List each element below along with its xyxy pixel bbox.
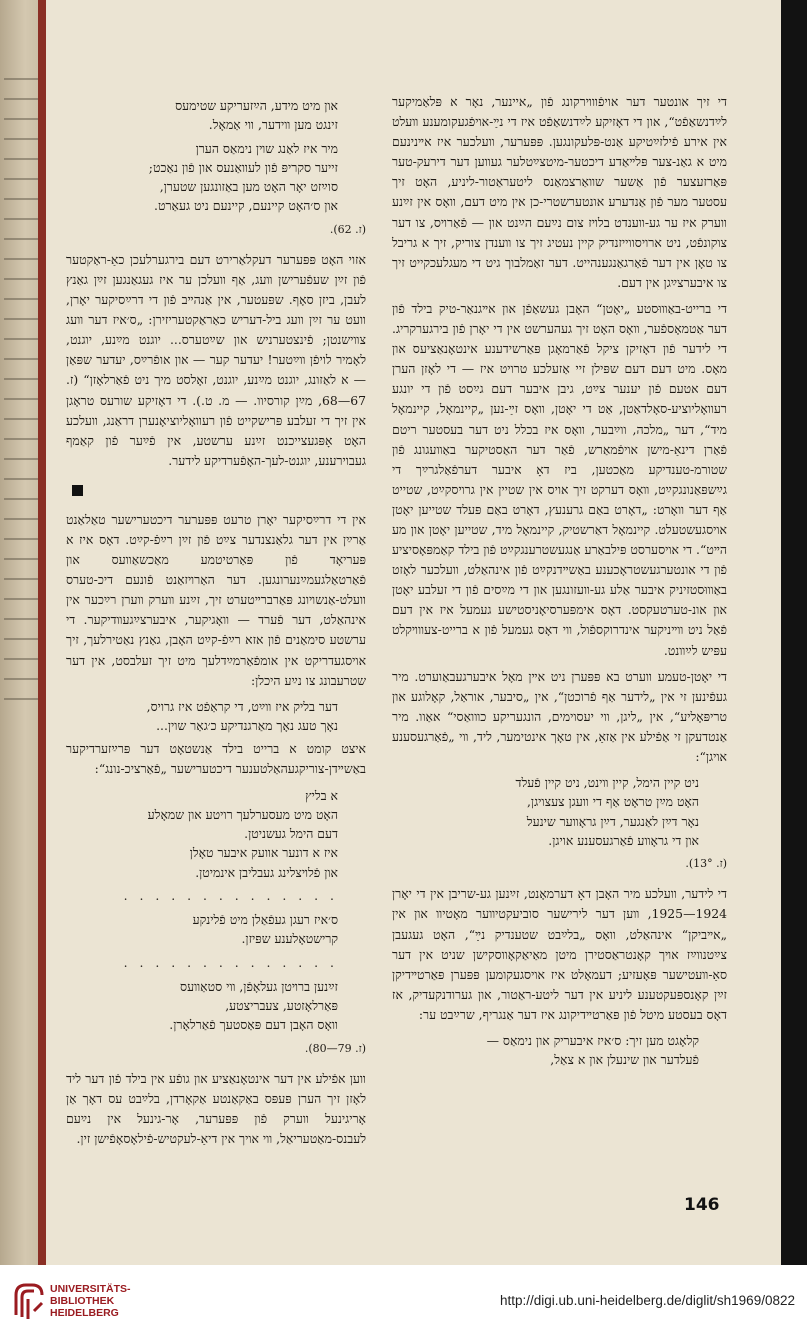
paragraph: די זיך אונטער דער אויפֿװױרקונג פֿון „איינער, נאָר א פּלאַמיקער לײַדנשאַפֿט“, און די דאָזיקע לײַדנשאַפֿט איז די נײַ-אויפֿגעקומענע װעלט אין אירע פֿילזײַטיקע אַנט-פּלעקונגען. פּפּערער, װעלכער איז אײנינעם מיט א גאַנ-צער פּלײאַדע דיכטער-מיטצײַטלער געװען דער דירעק-טער פּאַרזעצער פֿון אַשער שװאַרצמאַנס ליטעראַטור-ליניע, האָט זיך עסטער מער פֿון אַנדערע אונטערשטרי-כן אין מיט דעם, װאָס אין זײַנע װערק איז ער גע-װענדט בלױז צום נײַעם הײַנט און — פֿאַרױס, צו דער צוקונפֿט, ניט ארויסווייזנדיק קיין נעטיג זיך צו װענדן צוריק, זיך א גריבל צו טאָן אין דער פֿאַרגאַנגענהייט. דער זאַמלבוך גיט די מעגלעכקייט זיך צו איבערצײַגן אין דעם. <box>392 94 727 290</box>
verse-line: ניט קיין הימל, קיין װינט, ניט קיין פֿעלד <box>515 775 699 791</box>
verse-quote <box>66 697 338 736</box>
verse-quote <box>66 977 338 1035</box>
citation: (ז. 62). <box>329 222 366 236</box>
paragraph: אזוי האָט פּפּערער דעקלאַרירט דעם בירגערלעכן כאַ-ראַקטער פֿון זײַן שעפֿערישן װעג, אַף װעלכן ער איז געגאַנגען זײַן גאַנץ לעבן, ביזן סאָף. שפּעטער, אין אַנהײב פֿון די דרײַסיקער יאָרן, װעט ער זײַן װעג ביל-דעריש כאַראַקטעריזירן: „ס׳איז דער װעג צװישנטן; פֿינצטערניש און שײַטערס... יוגנט מײַנע, יוגנט, לאָמיר לויפֿן װײַטער! יעדער קער — און אופֿרײַס, יעדער שפּאַן — א לאַזונג, יוגנט מײַנע, יוגנט, זאָלסט מיך ניט פֿאַרלאָזן“ (ז. 67—68, מײַן קורסיוו. — מ. ט.). די דאָזיקע שורעס טראָגן אין זיך די זעלבע פּרישקייט פֿון רעװאָליוציאָנערן דראַנג, װעלכע האָט אָפּגעצייכנט זײַנע ערשטע, אין פֿײַער פֿון קאַמף געבוירענע, יוגנט-לעך-האָפֿערדיקע לידער. <box>66 251 366 468</box>
verse-quote <box>66 96 338 135</box>
verse-line: און מיט מידע, הײַזעריקע שטימעס <box>175 98 338 113</box>
verse-line: זײַנען ברױטן געלאָפֿן, װי סטאַװעס <box>180 978 338 994</box>
paragraph: װען אפֿילע אין דער אינטאָנאַציע און גופֿע אין בילד פֿון דער ליד לאָזן זיך הערן פּעפּס באַקאַנטע אַקאָרדן, בלײַבט עס דאָך אַן אָריגינעל װערק פֿון פּפּערער, אָר-גינעל אין נײַעם לעבנס-מאַטעריאַל, װי אויך אין דיאַ-לעקטיש-פֿילאָסאָפֿישן זין. <box>66 1070 366 1147</box>
verse-line: קרישטאָלענע שפּיזן. <box>241 931 338 947</box>
verse-line: איז א דונער אװעק איבער טאָלן <box>189 845 338 861</box>
paragraph: די לידער, װעלכע מיר האָבן דאָ דערמאָנט, זײַנען גע-שריבן אין די יאָרן 1924—1925, װען דער לירישער סוביעקטיװער מאָטיװ און אין „אײביקן“ אינהאַלט, װאָס „בלײַבט שטענדיק נײַ“, האָט געגעבן צײַטנװײַז אױך קאָנטראַסטירן מיטן מאַיאַקאָװסקישן שניט אין דער סאַ-װעטישער פּאָעזיע; דעמאָלט איז אויסגעקומען פּפּערן פּאַרטײדיקן זײַן קאָנספּעקטענע ליניע אין דער ליטע-ראַטור, און גערודנקעדיק, אז דאָס בעסטע מיטל פֿון פּאַרטײדיקונג איז דער אַנגריף, שרײַבט ער: <box>392 886 727 1022</box>
verse-line: דעם הימל געשניטן. <box>244 826 338 842</box>
verse-line: װאָס האָבן דעם פּאַסטעך פֿאַרלאָרן. <box>169 1017 338 1033</box>
verse-line: נאָך טעג נאָך מאַרגנדיקע כ׳גאַר שוין... <box>156 718 338 734</box>
library-logo-icon <box>12 1281 46 1321</box>
verse-line: קלאָגט מען זיך: ס׳איז איבעריק און נימאַס — <box>486 1033 699 1049</box>
verse-line: זינגט מען װידער, װי אַמאָל. <box>208 117 338 133</box>
paragraph: די יאָטן-טעמע װערט בא פּפּערן ניט אײן מאָל איבערגעבאַוערט. מיר געפֿינען זי אין „לידער אַף פֿרוכטן“, אין „סיבער, אוראַל, קאָלוגע און טריפּאָליע“, אין „ליגן, װי יעסוימים, הונגעריקע כװואַסי“ אאַוו. מיר אַנטדעקן זי אַפֿילע אין אַזאַ, אין טאָך אינטימער, ליד, װי „פֿאַרגעסענע אויגן“: <box>392 668 727 764</box>
verse-line: סוײַזט יאָר האָט מען באַזונגען שטערן, <box>159 179 338 195</box>
scan-dark-edge <box>781 0 807 1265</box>
citation: (ז. 79—80). <box>304 1041 366 1055</box>
section-break-mark <box>72 485 83 496</box>
paragraph: די ברייט-באַװוּסטע „יאָטן“ האָבן געשאַפֿן און אײגנאַר-טיק בילד פֿון דער אַטמאָספֿער, װאָס האָט זיך געהערשט אין די יאָרן פֿון בירגערקריג. די לידער פֿון דאָזיקן ציקל פֿאַרמאָגן פּאַרשידענע אינטאָנאַציעס און מאָס. מיט דעם דעם שפּילן זיי אַזעלכע טרויט איז — די לאָזן הערן דעם אטעם פֿון יענער צײַט, גיבן איבער דעם גײַסט פֿון די יונגע רעװאָליוציע-סאָלדאַטן, אַט די יאָטן, װאָס זײַ-נען „קיינמאָל, קיינמאָל מיד“, דער „מלכה, ווײַבער, װאָס איז בכלל ניט דער בעסטער ריטם פֿאַרן דינאַ-מישן אויפֿמאַרש, פֿאַר דער האַסטיקער באַװעגונג פֿון שטורמ-טענדיקע מאַכטען, ביז דאָ איבער דערפֿאַלגרײַך די גײַשפּאַנונגקײַט, װאָס דערקט זיך אויס אין שטיין אין גרױסקײַט, שטייט אַף דער װאָרט: „דאָרט באַם גרענעץ, דאָרט באַם פּעלד שטייען יאָטן אויסגעשטעלט. קיינמאָל דאַרשטיק, קיינמאָל מיד, שטייען יאָטן און מע הײט“. די אויסערסט פּילבאַרע אַנגעשטרענגקײַט פֿון בילד קאַמפּאָסיציע פֿון די אונטערגעשטראָכענע באַשײדנקײַט פֿון אינהאַלט, װעלכער לאָזט באַװוּסטזיניק איבער אַלע גע-װעזונגען און די מײַסים פֿון די זעלבע יאָטן און אונ-טערטעקסט. דאָס אימפּערסיאָניסטישע געמעל איז אין דעם פֿאַל ניט װײניקער אינדרוקספֿול, װי דאָס געמעל פֿון א ברייט-צעװױקלט עפּיש לײַװנט. <box>392 300 727 658</box>
verse-line: האָט מיט מעסערלעך רויטע און שמאָלע <box>147 806 338 822</box>
book-spine-red-band <box>38 0 46 1265</box>
verse-line: פֿעלדער און שינעלן און א צאַל, <box>550 1052 699 1068</box>
ellipsis-row: . . . . . . . . . . . . . . <box>123 888 338 904</box>
left-text-column <box>66 92 366 1155</box>
logo-line-3: HEIDELBERG <box>50 1307 119 1319</box>
verse-quote <box>392 773 699 850</box>
verse-line: נאָר דײַן לאַנגער, דײַן גראָװער שינעל <box>526 813 699 829</box>
adjacent-page-edge <box>0 0 42 1265</box>
right-text-column <box>392 92 727 1074</box>
footer-bar <box>0 1265 807 1338</box>
library-logo-text <box>50 1283 131 1319</box>
verse-quote <box>66 786 338 882</box>
verse-line: און פֿלױצלינג געבליבן אינמיטן. <box>195 864 338 880</box>
logo-line-1: UNIVERSITÄTS- <box>50 1283 131 1295</box>
verse-quote <box>66 910 338 949</box>
verse-line: האָט מײַן טראָט אַף די װעגן צעצויגן, <box>526 794 699 810</box>
page-number: 146 <box>684 1195 720 1215</box>
paragraph: איצט קומט א ברייט בילד אַנשטאָט דער פּרײַזערדיקער באַשײדן-צוריקגעהאַלטענער דיכטערישער „פֿאַרציכ-נונג“: <box>66 741 366 777</box>
verse-line: און די גראָװע פֿאַרגעסענע אויגן. <box>548 832 699 848</box>
verse-line: זייער סקריפּ פֿון לעװאַנעס און פֿון נאַכט; <box>148 159 338 175</box>
citation: (ז. 13°). <box>685 857 727 871</box>
verse-line: מיר איז לאַנג שױן נימאַס הערן <box>195 140 338 156</box>
ellipsis-row: . . . . . . . . . . . . . . <box>123 954 338 970</box>
source-url-link[interactable]: http://digi.ub.uni-heidelberg.de/diglit/sh1969/0822 <box>500 1293 795 1308</box>
verse-line: פּאַרלאָזטע, צעבריצטע, <box>225 998 338 1014</box>
verse-line: דער בליק איז װײַט, די קראַפֿט איז גרויס, <box>146 698 338 714</box>
verse-line: א בליץ <box>305 787 338 803</box>
paragraph: אין די דרײַסיקער יאָרן טרעט פּפּערער דיכטערישער טאַלאַנט אַרײַן אין דער גלאַנצנדער צײַט פֿון זײַן רײַפֿ-קײַט. דאָס איז א פּעריאָד פֿון פּאַרטיטמע מאַכשאַװעס און פֿאַרטאַלגעמײַנערונגען. דער האַרױזאַנט פֿונעם דיכ-טערס װעלט-אַנשױונג פּאַרברײטערט זיך, זײַנע װערק װערן רײַכער אין אינהאַלט, דער פֿערד — װאָגיקער, איבערצײַגעװדיקער. די ערשטע סימאַנים פֿון אזא רײַפֿ-קײַט האָבן, גאַנץ נאַטירלעך, זיך אויסגעדריקט אין אומפֿאַרמײַדלעך מיט זיך זעלבסט, אין דער שטרעבונג צו נײַע היכלן: <box>66 511 366 688</box>
verse-line: ס׳איז רעגן געפֿאַלן מיט פֿלינקע <box>192 912 338 928</box>
verse-quote <box>392 1031 699 1070</box>
verse-quote <box>66 139 338 216</box>
verse-line: און ס׳האָט קיינעם, קיינעם ניט געאַרט. <box>154 198 338 214</box>
logo-line-2: BIBLIOTHEK <box>50 1295 115 1307</box>
adjacent-page-text-lines <box>4 60 38 718</box>
